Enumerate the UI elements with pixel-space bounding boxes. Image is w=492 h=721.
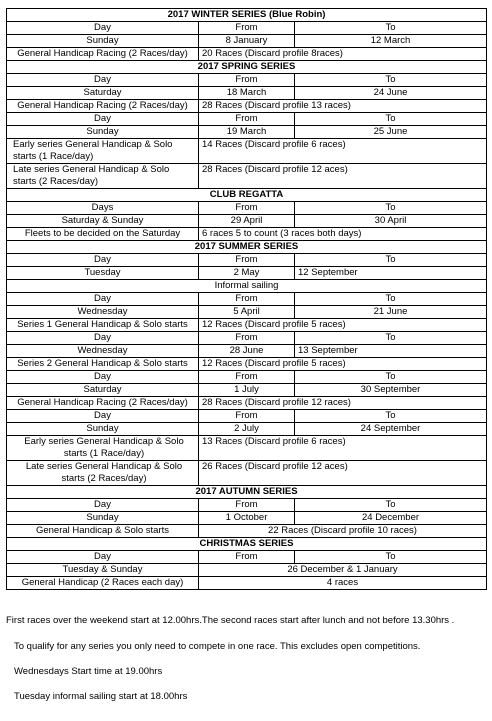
racing-label: General Handicap & Solo starts — [7, 525, 199, 538]
day-header: Day — [7, 293, 199, 306]
from-header: From — [199, 551, 295, 564]
wednesday-start-note: Wednesdays Start time at 19.00hrs — [14, 666, 163, 677]
table-row — [7, 164, 487, 189]
section-title-row — [7, 486, 487, 499]
winter-series-title: 2017 WINTER SERIES (Blue Robin) — [7, 9, 487, 22]
racing-label: Late series General Handicap & Solo starts (2 Races/day) — [7, 164, 199, 189]
to-cell: 25 June — [295, 126, 487, 139]
table-row — [7, 228, 487, 241]
racing-label: General Handicap Racing (2 Races/day) — [7, 397, 199, 410]
day-cell: Wednesday — [7, 345, 199, 358]
to-cell: 21 June — [295, 306, 487, 319]
races-cell: 4 races — [199, 577, 487, 590]
days-header: Days — [7, 202, 199, 215]
section-title-row — [7, 189, 487, 202]
day-header: Day — [7, 499, 199, 512]
to-header: To — [295, 551, 487, 564]
section-title-row — [7, 61, 487, 74]
table-row — [7, 551, 487, 564]
day-header: Day — [7, 332, 199, 345]
table-row — [7, 512, 487, 525]
table-row — [7, 499, 487, 512]
racing-label: Early series General Handicap & Solo starts (1 Race/day) — [7, 139, 199, 164]
table-row — [7, 35, 487, 48]
day-cell: Saturday & Sunday — [7, 215, 199, 228]
table-row — [7, 48, 487, 61]
summer-series-title: 2017 SUMMER SERIES — [7, 241, 487, 254]
to-cell: 30 April — [295, 215, 487, 228]
informal-sailing-label: Informal sailing — [7, 280, 487, 293]
table-row — [7, 436, 487, 461]
racing-label: Early series General Handicap & Solo starts (1 Race/day) — [7, 436, 199, 461]
table-row — [7, 397, 487, 410]
racing-label: Series 1 General Handicap & Solo starts — [7, 319, 199, 332]
table-row — [7, 22, 487, 35]
table-row — [7, 332, 487, 345]
from-cell: 8 January — [199, 35, 295, 48]
day-header: Day — [7, 371, 199, 384]
table-row — [7, 564, 487, 577]
races-cell: 14 Races (Discard profile 6 races) — [199, 139, 487, 164]
christmas-series-title: CHRISTMAS SERIES — [7, 538, 487, 551]
day-cell: Sunday — [7, 512, 199, 525]
day-header: Day — [7, 551, 199, 564]
to-cell: 13 September — [295, 345, 487, 358]
racing-label: Series 2 General Handicap & Solo starts — [7, 358, 199, 371]
from-cell: 28 June — [199, 345, 295, 358]
from-cell: 1 October — [199, 512, 295, 525]
to-header: To — [295, 293, 487, 306]
weekend-start-note: First races over the weekend start at 12.00hrs.The second races start after lunch and not before 13.30hrs . — [6, 615, 455, 626]
day-cell: Saturday — [7, 384, 199, 397]
table-row — [7, 577, 487, 590]
races-cell: 20 Races (Discard profile 8races) — [199, 48, 487, 61]
table-row — [7, 254, 487, 267]
table-row — [7, 113, 487, 126]
from-header: From — [199, 332, 295, 345]
tuesday-start-note: Tuesday informal sailing start at 18.00hrs — [14, 691, 188, 702]
table-row — [7, 371, 487, 384]
day-cell: Sunday — [7, 423, 199, 436]
to-cell: 24 September — [295, 423, 487, 436]
day-cell: Saturday — [7, 87, 199, 100]
to-header: To — [295, 202, 487, 215]
races-cell: 12 Races (Discard profile 5 races) — [199, 319, 487, 332]
day-header: Day — [7, 74, 199, 87]
day-cell: Sunday — [7, 35, 199, 48]
to-header: To — [295, 22, 487, 35]
subtitle-row — [7, 280, 487, 293]
from-header: From — [199, 499, 295, 512]
day-header: Day — [7, 113, 199, 126]
autumn-series-title: 2017 AUTUMN SERIES — [7, 486, 487, 499]
race-schedule-table — [6, 8, 487, 590]
races-cell: 12 Races (Discard profile 5 races) — [199, 358, 487, 371]
table-row — [7, 358, 487, 371]
races-cell: 28 Races (Discard profile 12 races) — [199, 397, 487, 410]
to-header: To — [295, 410, 487, 423]
from-header: From — [199, 74, 295, 87]
day-header: Day — [7, 22, 199, 35]
club-regatta-title: CLUB REGATTA — [7, 189, 487, 202]
to-cell: 24 June — [295, 87, 487, 100]
table-row — [7, 525, 487, 538]
racing-label: Fleets to be decided on the Saturday — [7, 228, 199, 241]
from-cell: 18 March — [199, 87, 295, 100]
from-header: From — [199, 202, 295, 215]
from-cell: 29 April — [199, 215, 295, 228]
spring-series-title: 2017 SPRING SERIES — [7, 61, 487, 74]
racing-label: General Handicap Racing (2 Races/day) — [7, 100, 199, 113]
day-header: Day — [7, 410, 199, 423]
table-row — [7, 126, 487, 139]
table-row — [7, 100, 487, 113]
to-header: To — [295, 254, 487, 267]
races-cell: 28 Races (Discard profile 12 aces) — [199, 164, 487, 189]
from-header: From — [199, 22, 295, 35]
from-header: From — [199, 113, 295, 126]
to-header: To — [295, 332, 487, 345]
from-header: From — [199, 254, 295, 267]
table-row — [7, 306, 487, 319]
racing-label: Late series General Handicap & Solo starts (2 Races/day) — [7, 461, 199, 486]
from-header: From — [199, 371, 295, 384]
day-cell: Sunday — [7, 126, 199, 139]
qualify-note: To qualify for any series you only need to compete in one race. This excludes open competitions. — [14, 641, 421, 652]
from-cell: 19 March — [199, 126, 295, 139]
table-row — [7, 267, 487, 280]
from-cell: 2 May — [199, 267, 295, 280]
to-cell: 24 December — [295, 512, 487, 525]
table-row — [7, 87, 487, 100]
section-title-row — [7, 9, 487, 22]
table-row — [7, 202, 487, 215]
from-cell: 5 April — [199, 306, 295, 319]
to-cell: 30 September — [295, 384, 487, 397]
racing-label: General Handicap (2 Races each day) — [7, 577, 199, 590]
from-header: From — [199, 293, 295, 306]
races-cell: 26 Races (Discard profile 12 aces) — [199, 461, 487, 486]
from-cell: 2 July — [199, 423, 295, 436]
day-cell: Tuesday — [7, 267, 199, 280]
table-row — [7, 319, 487, 332]
racing-label: General Handicap Racing (2 Races/day) — [7, 48, 199, 61]
races-cell: 13 Races (Discard profile 6 races) — [199, 436, 487, 461]
table-row — [7, 293, 487, 306]
table-row — [7, 215, 487, 228]
to-cell: 12 March — [295, 35, 487, 48]
from-cell: 1 July — [199, 384, 295, 397]
from-header: From — [199, 410, 295, 423]
races-cell: 28 Races (Discard profile 13 races) — [199, 100, 487, 113]
to-cell: 12 September — [295, 267, 487, 280]
table-row — [7, 410, 487, 423]
day-cell: Tuesday & Sunday — [7, 564, 199, 577]
section-title-row — [7, 241, 487, 254]
table-row — [7, 139, 487, 164]
table-row — [7, 384, 487, 397]
races-cell: 6 races 5 to count (3 races both days) — [199, 228, 487, 241]
day-cell: Wednesday — [7, 306, 199, 319]
to-header: To — [295, 371, 487, 384]
races-cell: 22 Races (Discard profile 10 races) — [199, 525, 487, 538]
to-header: To — [295, 113, 487, 126]
dates-cell: 26 December & 1 January — [199, 564, 487, 577]
table-row — [7, 74, 487, 87]
table-row — [7, 345, 487, 358]
to-header: To — [295, 499, 487, 512]
section-title-row — [7, 538, 487, 551]
table-row — [7, 423, 487, 436]
day-header: Day — [7, 254, 199, 267]
table-row — [7, 461, 487, 486]
to-header: To — [295, 74, 487, 87]
